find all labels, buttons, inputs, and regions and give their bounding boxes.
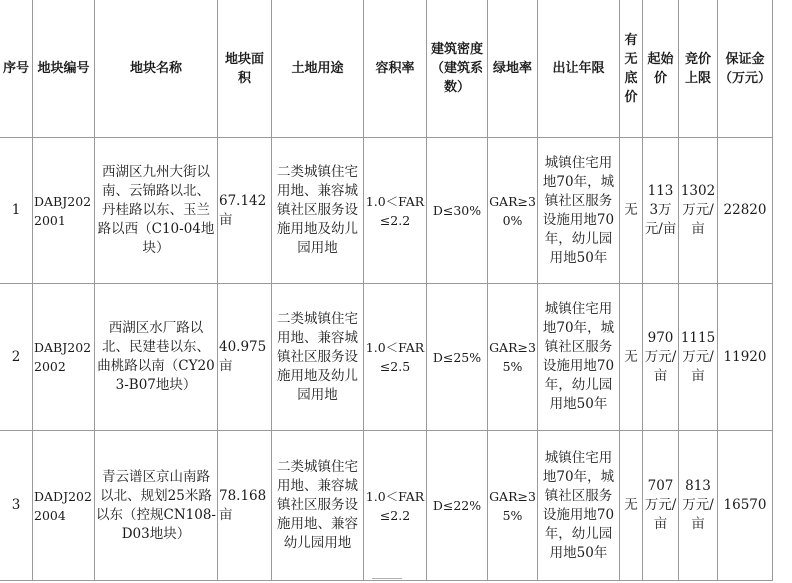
cell-cap: 813万元/亩	[679, 431, 718, 581]
cell-area: 67.142亩	[218, 138, 272, 284]
cell-green: GAR≥30%	[488, 138, 538, 284]
header-density: 建筑密度（建筑系数）	[427, 0, 488, 138]
cell-use: 二类城镇住宅用地、兼容城镇社区服务设施用地、兼容幼儿园用地	[272, 431, 364, 581]
cell-term: 城镇住宅用地70年，城镇社区服务设施用地70年，幼儿园用地50年	[538, 431, 620, 581]
header-cap: 竞价上限	[679, 0, 718, 138]
cell-reserve: 无	[620, 284, 643, 431]
cell-start: 707万元/亩	[643, 431, 679, 581]
cell-start: 970万元/亩	[643, 284, 679, 431]
cell-seq: 1	[0, 138, 33, 284]
header-term: 出让年限	[538, 0, 620, 138]
header-green: 绿地率	[488, 0, 538, 138]
cell-density: D≤22%	[427, 431, 488, 581]
table-row	[0, 284, 773, 431]
header-deposit: 保证金（万元）	[718, 0, 773, 138]
cell-deposit: 16570	[718, 431, 773, 581]
header-code: 地块编号	[33, 0, 95, 138]
header-far: 容积率	[364, 0, 427, 138]
cell-name: 青云谱区京山南路以北、规划25米路以东（控规CN108-D03地块）	[95, 431, 218, 581]
cell-area: 78.168亩	[218, 431, 272, 581]
cell-use: 二类城镇住宅用地、兼容城镇社区服务设施用地及幼儿园用地	[272, 284, 364, 431]
cell-start: 1133万元/亩	[643, 138, 679, 284]
cell-far: 1.0＜FAR≤2.2	[364, 431, 427, 581]
cell-deposit: 22820	[718, 138, 773, 284]
table-row	[0, 138, 773, 284]
header-use: 土地用途	[272, 0, 364, 138]
header-area: 地块面积	[218, 0, 272, 138]
cell-green: GAR≥35%	[488, 431, 538, 581]
cell-name: 西湖区九州大街以南、云锦路以北、丹桂路以东、玉兰路以西（C10-04地块）	[95, 138, 218, 284]
cell-seq: 2	[0, 284, 33, 431]
header-seq: 序号	[0, 0, 33, 138]
cell-code: DADJ2022004	[33, 431, 95, 581]
cell-cap: 1302万元/亩	[679, 138, 718, 284]
cell-density: D≤30%	[427, 138, 488, 284]
cell-deposit: 11920	[718, 284, 773, 431]
cell-use: 二类城镇住宅用地、兼容城镇社区服务设施用地及幼儿园用地	[272, 138, 364, 284]
header-reserve: 有无底价	[620, 0, 643, 138]
cell-seq: 3	[0, 431, 33, 581]
cell-area: 40.975亩	[218, 284, 272, 431]
cell-term: 城镇住宅用地70年，城镇社区服务设施用地70年，幼儿园用地50年	[538, 138, 620, 284]
table-header-row	[0, 0, 773, 138]
cell-far: 1.0＜FAR≤2.2	[364, 138, 427, 284]
cell-reserve: 无	[620, 138, 643, 284]
cell-term: 城镇住宅用地70年，城镇社区服务设施用地70年，幼儿园用地50年	[538, 284, 620, 431]
cell-far: 1.0＜FAR≤2.5	[364, 284, 427, 431]
cell-cap: 1115万元/亩	[679, 284, 718, 431]
cell-code: DABJ2022001	[33, 138, 95, 284]
header-start: 起始价	[643, 0, 679, 138]
cell-reserve: 无	[620, 431, 643, 581]
table-row	[0, 431, 773, 581]
cell-code: DABJ2022002	[33, 284, 95, 431]
cell-name: 西湖区水厂路以北、民建巷以东、曲桃路以南（CY203-B07地块）	[95, 284, 218, 431]
header-name: 地块名称	[95, 0, 218, 138]
scroll-edge-mark	[372, 578, 402, 582]
cell-density: D≤25%	[427, 284, 488, 431]
cell-green: GAR≥35%	[488, 284, 538, 431]
